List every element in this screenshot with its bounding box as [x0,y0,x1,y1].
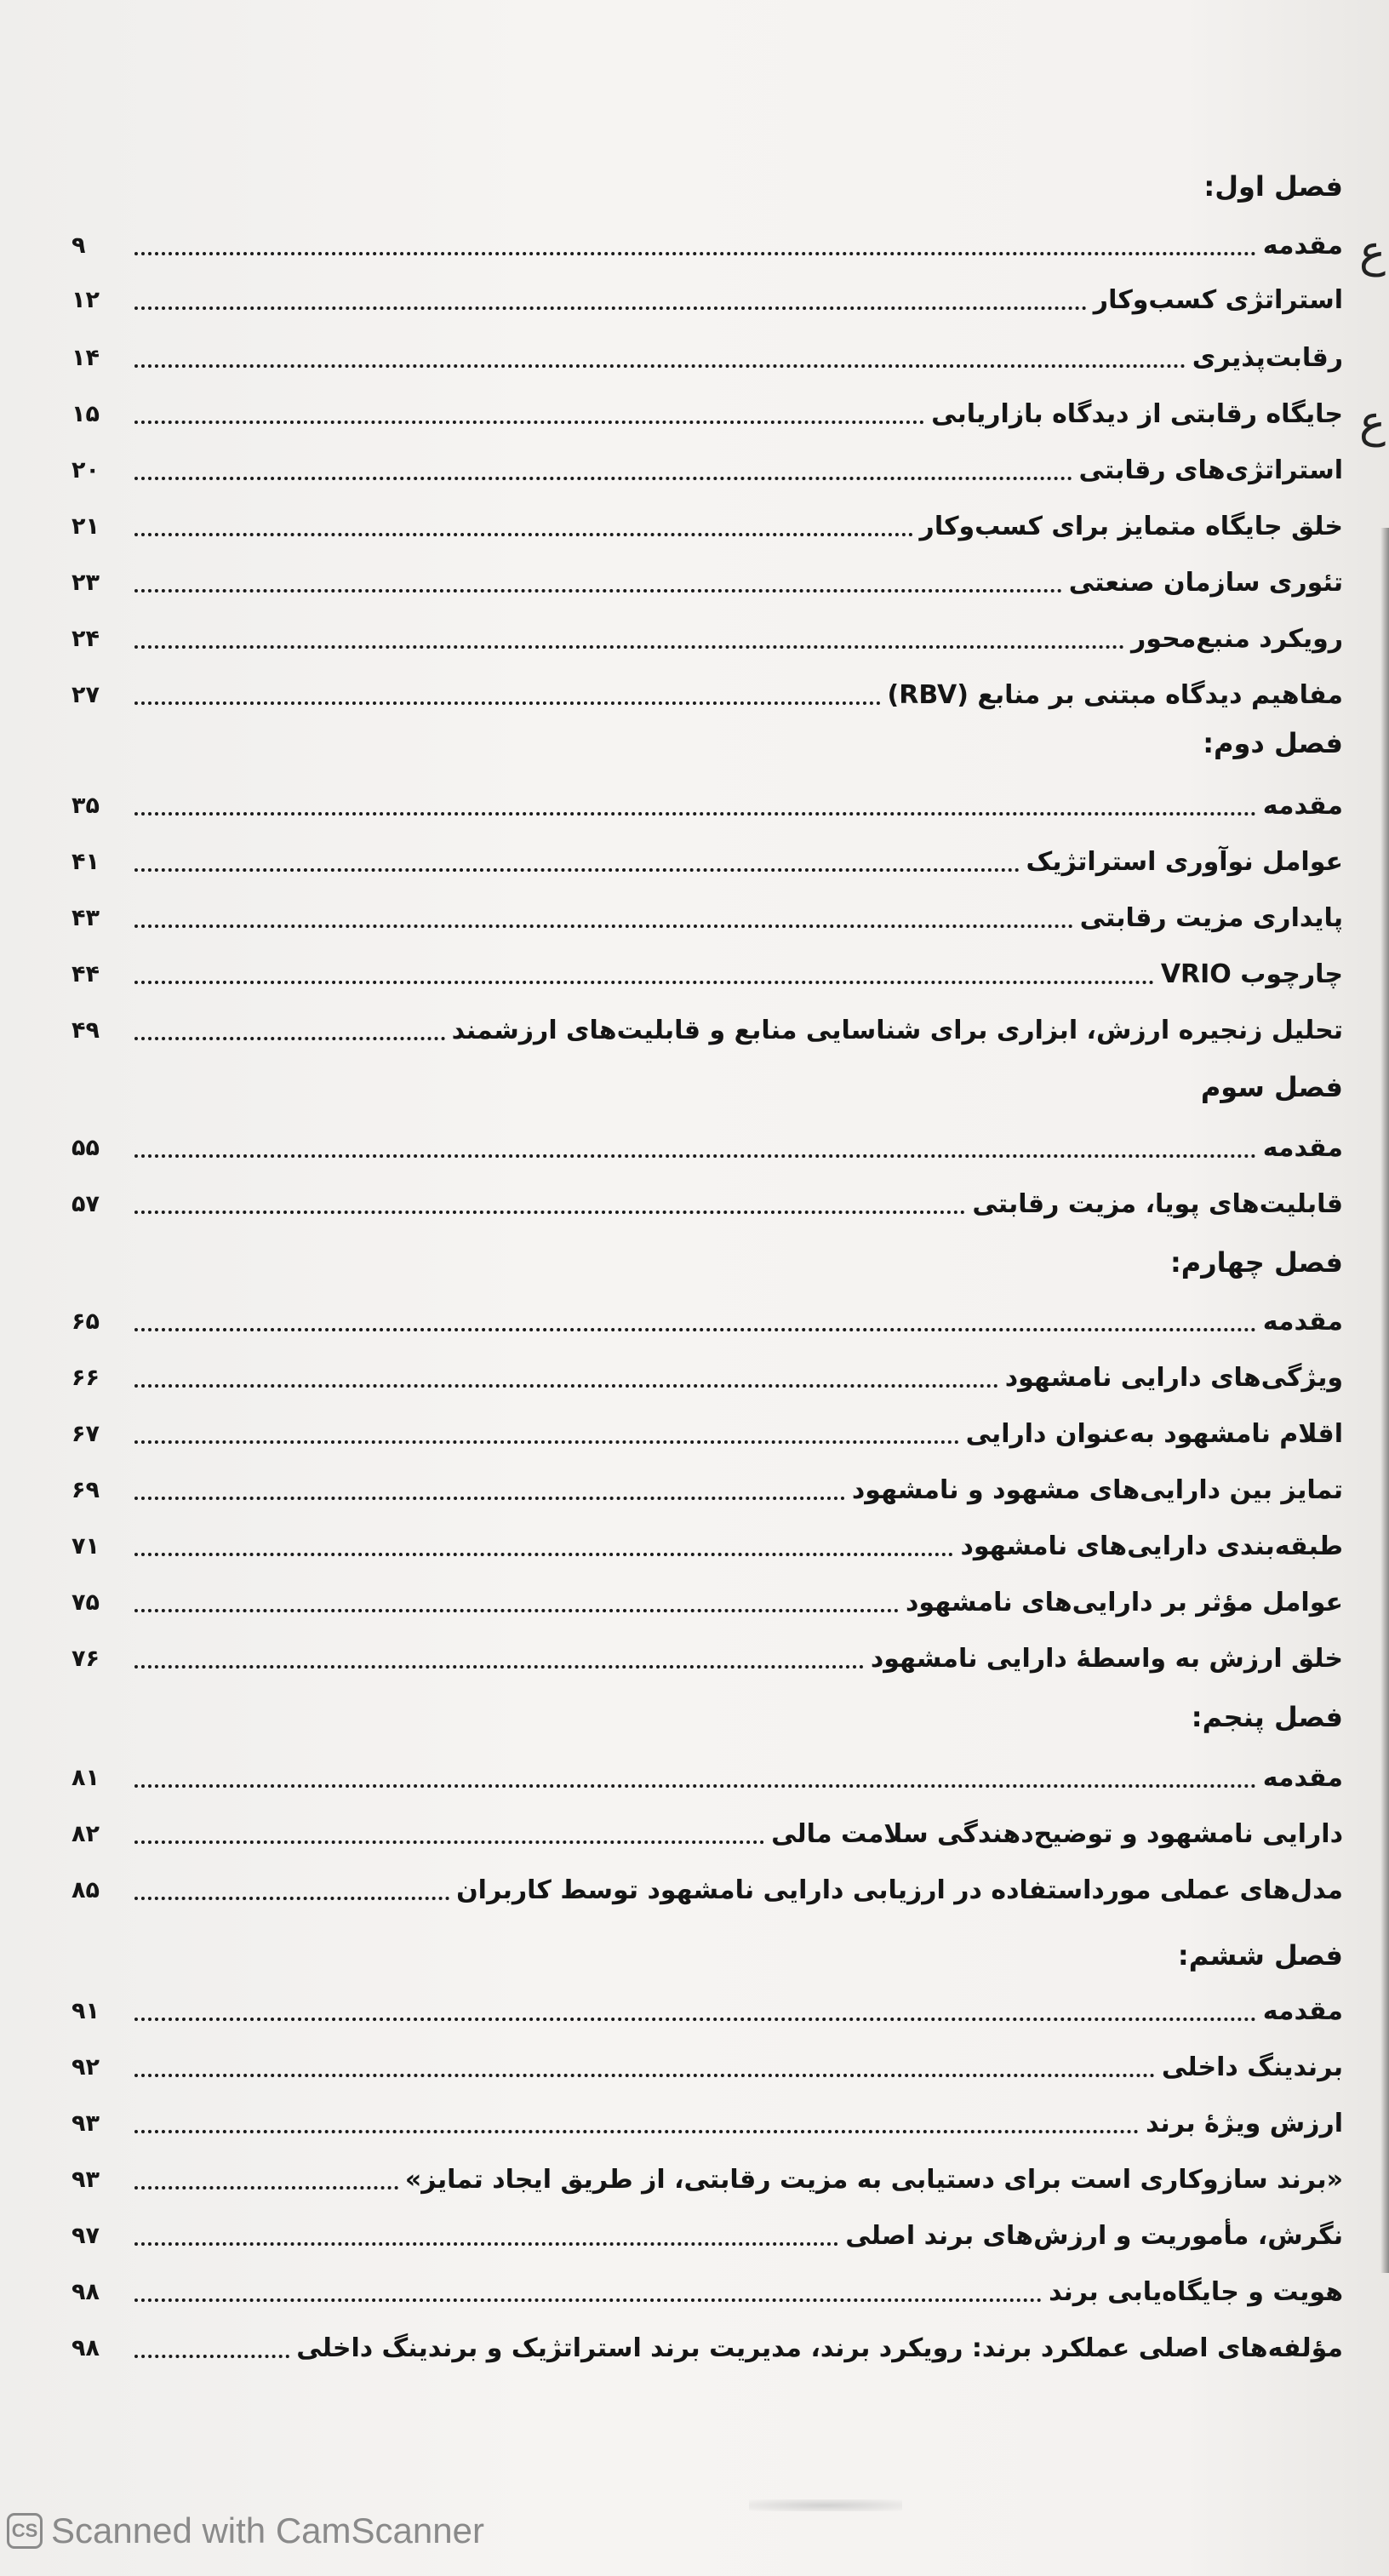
chapter-title: فصل اول: [1203,170,1343,203]
toc-entry [71,278,1343,320]
page-number: ۹۷ [71,2223,100,2249]
dot-leader [134,1153,1256,1158]
toc-entry [71,1580,1343,1623]
dot-leader [134,1209,965,1214]
toc-entry-label: طبقه‌بندی دارایی‌های نامشهود [960,1531,1343,1561]
page-number: ۸۲ [71,1821,100,1847]
page-number: ۹۸ [71,2279,100,2305]
page-number: ۳۵ [71,793,100,819]
toc-entry [71,673,1343,715]
toc-entry-label: پایداری مزیت رقابتی [1079,903,1343,933]
dot-leader [134,979,1154,984]
page-number: ۶۹ [71,1477,100,1503]
dot-leader [134,363,1186,368]
toc-entry [71,1524,1343,1566]
dot-leader [134,2016,1256,2021]
dot-leader [134,923,1073,928]
toc-entry [71,1636,1343,1679]
toc-entry-label: مؤلفه‌های اصلی عملکرد برند: رویکرد برند، مدیریت برند استراتژیک و برندینگ داخلی [296,2333,1343,2363]
toc-entry [71,1299,1343,1342]
page-number: ۶۵ [71,1308,100,1335]
page-number: ۲۱ [71,513,100,540]
dot-leader [134,2353,289,2358]
page-number: ۴۳ [71,905,100,931]
toc-entry-label: تمایز بین دارایی‌های مشهود و نامشهود [851,1475,1343,1505]
toc-entry [71,2045,1343,2087]
toc-entry-label: ارزش ویژهٔ برند [1146,2109,1343,2138]
toc-entry [71,1755,1343,1798]
page-number: ۵۷ [71,1191,100,1217]
toc-entry [71,1355,1343,1398]
toc-entry-label: مقدمه [1262,1307,1343,1337]
toc-entry-label: چارچوب VRIO [1160,959,1343,989]
toc-entry-label: تحلیل زنجیره ارزش، ابزاری برای شناسایی منابع و قابلیت‌های ارزشمند [451,1016,1343,1045]
toc-entry-label: هویت و جایگاه‌یابی برند [1049,2277,1343,2307]
toc-entry-label: نگرش، مأموریت و ارزش‌های برند اصلی [845,2221,1343,2251]
page-number: ۱۴ [71,345,100,371]
toc-entry [71,896,1343,938]
toc-entry [71,2157,1343,2200]
dot-leader [134,305,1087,310]
page-number: ۲۳ [71,570,100,596]
page-number: ۶۶ [71,1365,100,1391]
page-number: ۲۰ [71,457,100,484]
dot-leader [134,700,881,705]
toc-entry-label: رویکرد منبع‌محور [1131,624,1343,654]
page-number: ۹۳ [71,2167,100,2193]
dot-leader [134,2241,838,2246]
page-number: ۶۷ [71,1421,100,1447]
page-number: ۴۴ [71,961,100,987]
dot-leader [134,2072,1155,2077]
page-number: ۷۶ [71,1646,100,1672]
page-number: ۹۳ [71,2110,100,2137]
page-edge-shadow [1380,528,1389,2273]
dot-leader [134,1382,998,1388]
dot-leader [134,644,1124,649]
toc-entry-label: اقلام نامشهود به‌عنوان دارایی [965,1419,1343,1449]
binding-curl-mark: ع [1358,226,1386,278]
toc-entry [71,616,1343,659]
toc-entry [71,1125,1343,1168]
toc-entry [71,783,1343,826]
dot-leader [134,1663,864,1669]
toc-entry-label: تئوری سازمان صنعتی [1068,568,1343,598]
toc-entry [71,2326,1343,2368]
toc-entry [71,2101,1343,2144]
toc-entry-label: رقابت‌پذیری [1192,343,1343,373]
toc-entry [71,448,1343,490]
toc-entry [71,2270,1343,2312]
toc-entry [71,1008,1343,1050]
page-number: ۱۵ [71,401,100,427]
toc-entry-label: مقدمه [1262,1763,1343,1793]
toc-entry [71,335,1343,378]
scan-smudge [749,2499,902,2511]
watermark-text: Scanned with CamScanner [51,2510,484,2550]
page-number: ۸۵ [71,1877,100,1903]
dot-leader [134,867,1020,872]
chapter-title: فصل سوم [1200,1071,1343,1103]
page-number: ۲۴ [71,626,100,652]
toc-entry [71,223,1343,266]
chapter-title: فصل پنجم: [1191,1701,1343,1733]
camscanner-watermark [7,2506,484,2556]
camscanner-logo-icon: CS [7,2513,43,2549]
dot-leader [134,1551,953,1556]
toc-entry [71,1868,1343,1910]
toc-entry-label: مقدمه [1262,1133,1343,1163]
toc-entry-label: برندینگ داخلی [1161,2052,1343,2082]
toc-entry-label: خلق جایگاه متمایز برای کسب‌وکار [919,512,1343,541]
toc-entry-label: مقدمه [1262,1996,1343,2026]
toc-entry [71,560,1343,603]
dot-leader [134,531,913,536]
toc-entry-label: استراتژی‌های رقابتی [1078,455,1343,485]
binding-curl-mark: ع [1358,397,1386,448]
toc-entry [71,1182,1343,1224]
toc-entry-label: قابلیت‌های پویا، مزیت رقابتی [972,1189,1343,1219]
toc-entry [71,504,1343,547]
page-number: ۷۱ [71,1533,100,1560]
toc-entry-label: خلق ارزش به واسطهٔ دارایی نامشهود [870,1644,1343,1674]
page-number: ۹ [71,232,86,259]
dot-leader [134,1895,449,1900]
page-number: ۹۱ [71,1998,100,2024]
toc-entry [71,1989,1343,2031]
toc-entry [71,839,1343,882]
chapter-title: فصل دوم: [1203,727,1343,759]
dot-leader [134,1607,899,1612]
toc-entry-label: مفاهیم دیدگاه مبتنی بر منابع (RBV) [887,680,1343,710]
dot-leader [134,1035,445,1040]
toc-entry [71,952,1343,994]
dot-leader [134,1439,959,1444]
dot-leader [134,419,924,424]
page-number: ۷۵ [71,1589,100,1616]
toc-entry [71,1812,1343,1854]
dot-leader [134,2297,1042,2302]
toc-entry-label: مدل‌های عملی مورداستفاده در ارزیابی دارایی نامشهود توسط کاربران [456,1875,1343,1905]
toc-entry-label: «برند سازوکاری است برای دستیابی به مزیت رقابتی، از طریق ایجاد تمایز» [404,2165,1343,2195]
dot-leader [134,2184,398,2190]
dot-leader [134,1326,1256,1331]
toc-entry [71,1468,1343,1510]
toc-entry-label: مقدمه [1262,231,1343,260]
toc-entry-label: ویژگی‌های دارایی نامشهود [1004,1363,1343,1393]
toc-entry-label: عوامل نوآوری استراتژیک [1026,847,1343,877]
toc-entry [71,2213,1343,2256]
page-number: ۸۱ [71,1765,100,1791]
dot-leader [134,2128,1139,2133]
chapter-title: فصل ششم: [1177,1939,1343,1972]
page-number: ۴۱ [71,849,100,875]
page-number: ۵۵ [71,1135,100,1161]
dot-leader [134,1783,1256,1788]
dot-leader [134,587,1062,592]
dot-leader [134,1839,764,1844]
toc-entry [71,392,1343,434]
toc-entry-label: دارایی نامشهود و توضیح‌دهندگی سلامت مالی [771,1819,1343,1849]
page-number: ۹۸ [71,2335,100,2361]
table-of-contents [71,0,1343,2469]
toc-entry [71,1411,1343,1454]
dot-leader [134,475,1072,480]
dot-leader [134,810,1256,816]
chapter-title: فصل چهارم: [1169,1246,1343,1279]
page-number: ۲۷ [71,682,100,708]
toc-entry-label: استراتژی کسب‌وکار [1093,285,1343,315]
dot-leader [134,250,1256,255]
toc-entry-label: جایگاه رقابتی از دیدگاه بازاریابی [931,399,1343,429]
dot-leader [134,1495,845,1500]
toc-entry-label: عوامل مؤثر بر دارایی‌های نامشهود [906,1588,1343,1617]
toc-entry-label: مقدمه [1262,791,1343,821]
page-number: ۴۹ [71,1017,100,1044]
page-number: ۹۲ [71,2054,100,2081]
page-number: ۱۲ [71,287,100,313]
